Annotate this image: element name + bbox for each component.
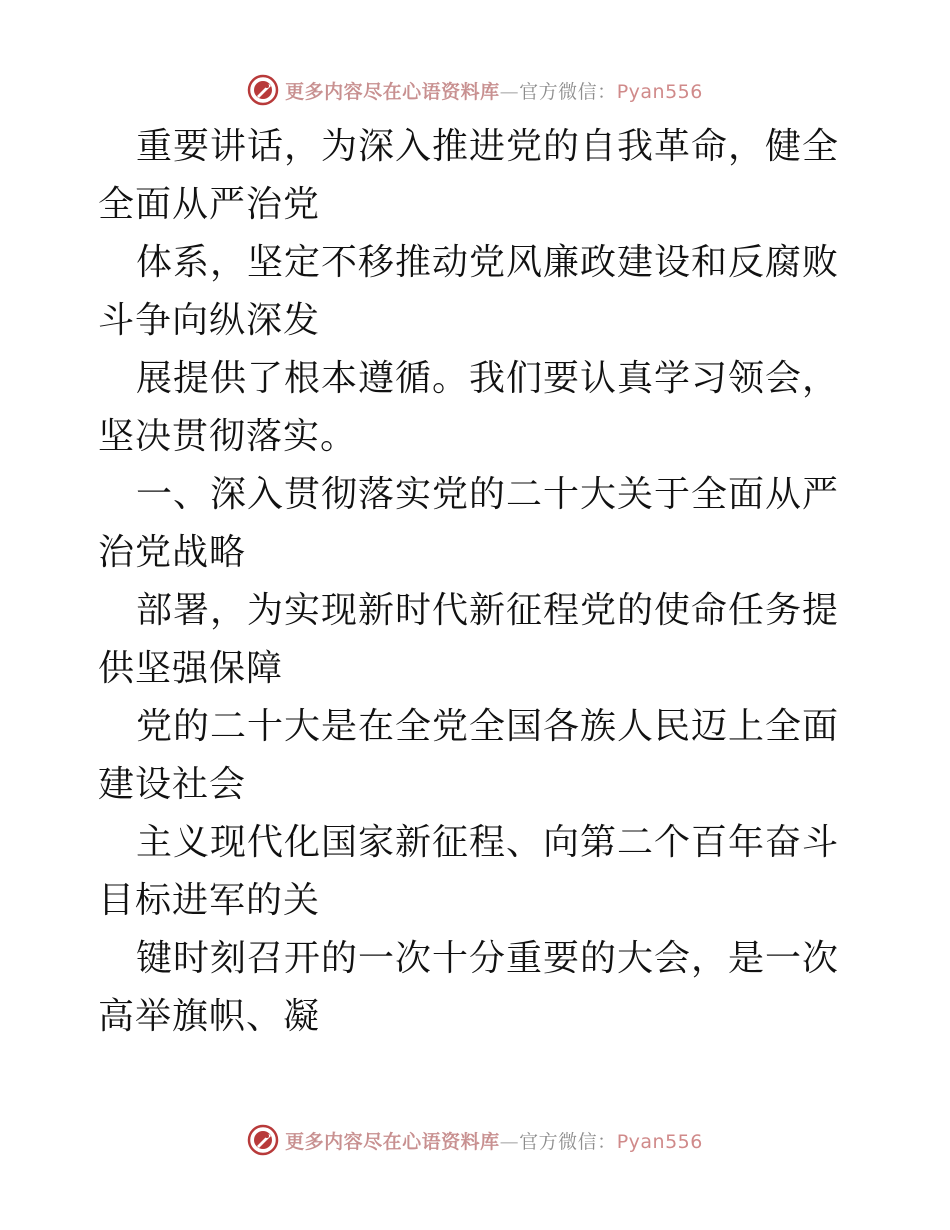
header-wechat-id: Pyan556 <box>616 80 703 103</box>
paragraph: 部署，为实现新时代新征程党的使命任务提供坚强保障 <box>98 590 840 689</box>
header-brand-name: 更多内容尽在心语资料库 <box>285 80 500 103</box>
paragraph: 键时刻召开的一次十分重要的大会，是一次高举旗帜、凝 <box>98 938 840 1037</box>
pen-nib-logo-icon <box>247 1124 279 1156</box>
document-body <box>98 118 850 1046</box>
footer-banner <box>0 1122 950 1158</box>
paragraph: 重要讲话，为深入推进党的自我革命，健全全面从严治党 <box>98 126 840 225</box>
footer-wechat-id: Pyan556 <box>616 1130 703 1153</box>
footer-brand-name: 更多内容尽在心语资料库 <box>285 1130 500 1153</box>
footer-wechat-label: 官方微信： <box>519 1130 617 1153</box>
pen-nib-logo-icon <box>247 74 279 106</box>
header-banner <box>0 72 950 108</box>
section-heading: 一、深入贯彻落实党的二十大关于全面从严治党战略 <box>98 474 840 573</box>
paragraph: 体系，坚定不移推动党风廉政建设和反腐败斗争向纵深发 <box>98 242 840 341</box>
paragraph: 党的二十大是在全党全国各族人民迈上全面建设社会 <box>98 706 840 805</box>
paragraph: 主义现代化国家新征程、向第二个百年奋斗目标进军的关 <box>98 822 840 921</box>
paragraph: 展提供了根本遵循。我们要认真学习领会，坚决贯彻落实。 <box>98 358 840 457</box>
footer-brand-dash: — <box>499 1130 520 1153</box>
header-wechat-label: 官方微信： <box>519 80 617 103</box>
header-brand-dash: — <box>499 80 520 103</box>
